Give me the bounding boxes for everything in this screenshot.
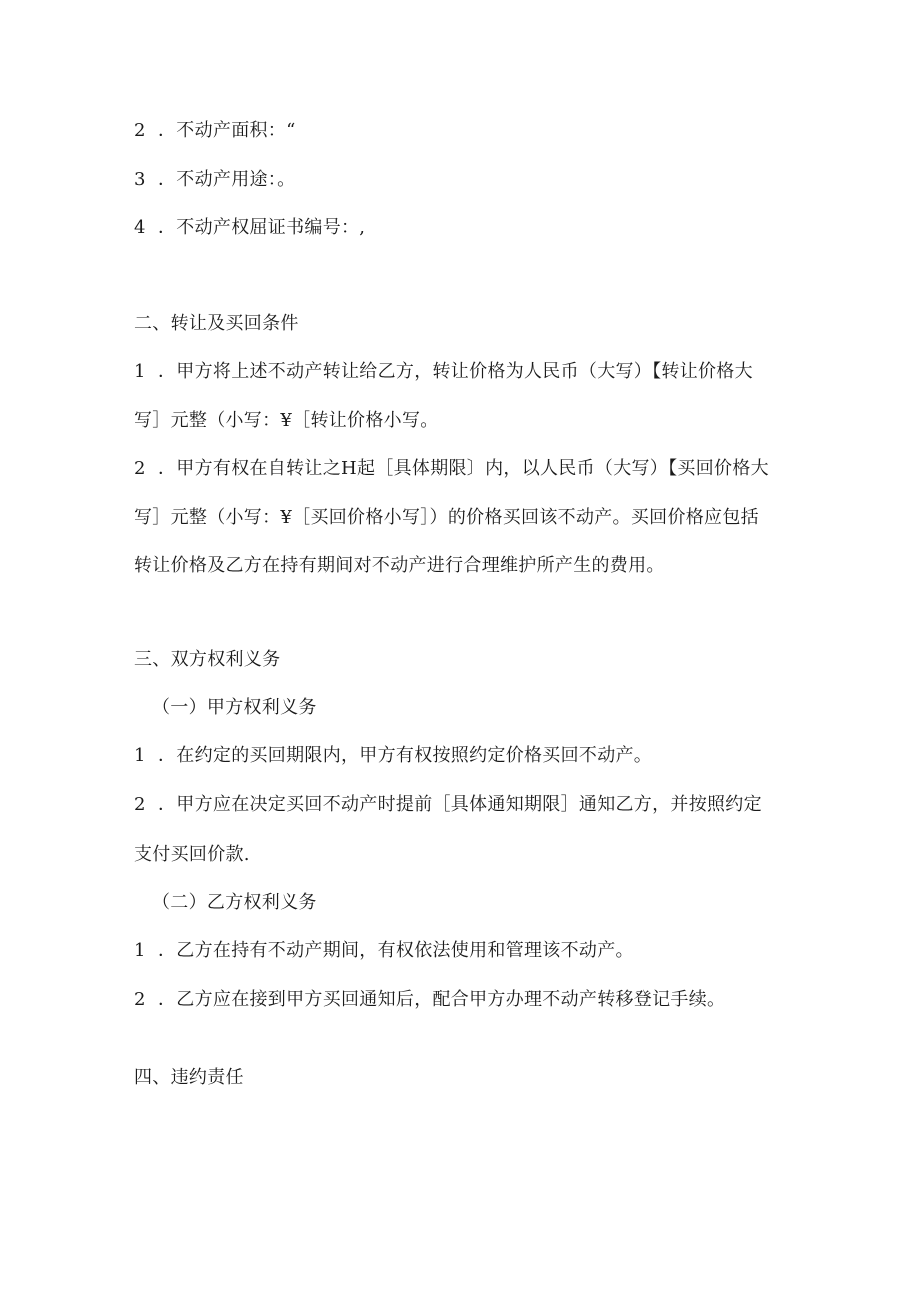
item-text: ．在约定的买回期限内，甲方有权按照约定价格买回不动产。 <box>158 745 653 766</box>
section-heading: 二、转让及买回条件 <box>134 313 299 334</box>
section-heading: 四、违约责任 <box>134 1067 244 1088</box>
transfer-price-item <box>134 360 753 384</box>
item-number: 1 <box>134 361 146 382</box>
item-text: ．甲方应在决定买回不动产时提前［具体通知期限］通知乙方，并按照约定 <box>158 794 762 815</box>
party-b-item <box>134 988 725 1012</box>
buyback-item <box>134 457 769 481</box>
item-text: ．不动产权屈证书编号：, <box>158 217 366 238</box>
item-number: 3 <box>134 169 146 190</box>
property-area-item <box>134 119 296 143</box>
buyback-item-cont: 转让价格及乙方在持有期间对不动产进行合理维护所产生的费用。 <box>134 555 665 576</box>
buyback-item-cont: 写］元整（小写：¥［买回价格小写］）的价格买回该不动产。买回价格应包括 <box>134 507 759 528</box>
transfer-price-item-cont: 写］元整（小写：¥［转让价格小写。 <box>134 410 439 431</box>
subsection-heading: （一）甲方权利义务 <box>152 697 317 718</box>
party-a-item <box>134 744 652 768</box>
party-b-item <box>134 939 634 963</box>
item-number: 4 <box>134 217 146 238</box>
party-a-item <box>134 793 762 817</box>
section-heading: 三、双方权利义务 <box>134 649 281 670</box>
item-text: ．不动产用途：。 <box>158 169 296 190</box>
item-number: 2 <box>134 989 146 1010</box>
item-text: ．乙方应在接到甲方买回通知后，配合甲方办理不动产转移登记手续。 <box>158 989 726 1010</box>
item-text: ．乙方在持有不动产期间，有权依法使用和管理该不动产。 <box>158 940 634 961</box>
item-number: 1 <box>134 940 146 961</box>
item-text: ．甲方有权在自转让之H起［具体期限〕内，以人民币（大写）【买回价格大 <box>158 458 769 479</box>
item-text: ．甲方将上述不动产转让给乙方，转让价格为人民币（大写）【转让价格大 <box>158 361 753 382</box>
item-number: 2 <box>134 794 146 815</box>
property-certificate-item <box>134 216 365 240</box>
item-number: 2 <box>134 120 146 141</box>
item-number: 1 <box>134 745 146 766</box>
item-number: 2 <box>134 458 146 479</box>
item-text: ．不动产面积：“ <box>158 120 296 141</box>
property-use-item <box>134 168 295 192</box>
party-a-item-cont: 支付买回价款. <box>134 844 250 865</box>
subsection-heading: （二）乙方权利义务 <box>152 892 317 913</box>
